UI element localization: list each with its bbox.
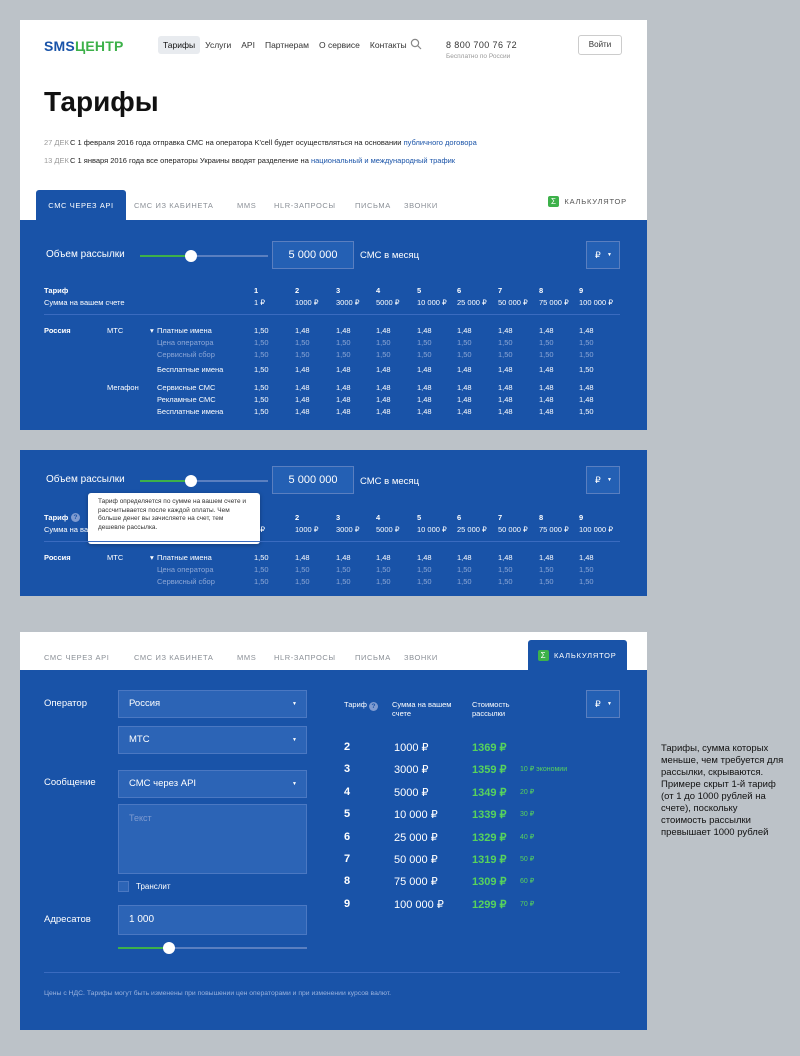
cell-wrap — [20, 553, 647, 563]
tariff-table-panel — [20, 220, 647, 430]
row-label: Бесплатные имена — [157, 365, 224, 374]
help-icon[interactable]: ? — [369, 702, 378, 711]
calc-saving: 30 ₽ — [520, 811, 535, 819]
price-cell: 1,50 — [254, 565, 269, 574]
calc-row — [344, 808, 624, 826]
tab-hlr[interactable]: HLR-ЗАПРОСЫ — [274, 653, 336, 662]
nav-item[interactable]: О сервисе — [318, 40, 360, 50]
price-cell: 1,48 — [539, 407, 554, 416]
price-cell: 1,50 — [498, 350, 513, 359]
price-cell: 1,50 — [539, 338, 554, 347]
price-cell: 1,48 — [498, 365, 513, 374]
cell-wrap — [20, 365, 647, 375]
price-cell: 1,50 — [498, 338, 513, 347]
price-cell: 1,50 — [539, 350, 554, 359]
col-tariff: Тариф ? — [344, 700, 378, 710]
tab-calculator[interactable]: Σ КАЛЬКУЛЯТОР — [528, 640, 627, 670]
tariff-sum: 50 000 ₽ — [498, 525, 528, 534]
price-cell: 1,48 — [295, 383, 310, 392]
tariff-number: 8 — [539, 513, 544, 522]
price-cell: 1,48 — [539, 395, 554, 404]
divider — [44, 972, 620, 973]
news-link[interactable]: публичного договора — [403, 138, 477, 147]
price-cell: 1,48 — [539, 365, 554, 374]
price-cell: 1,48 — [498, 326, 513, 335]
price-cell: 1,48 — [579, 395, 594, 404]
col-cost: Стоимость рассылки — [472, 700, 510, 718]
price-cell: 1,48 — [498, 407, 513, 416]
col-sum: Сумма на вашем счете — [392, 700, 452, 718]
price-cell: 1,50 — [254, 350, 269, 359]
calc-cost: 1329 ₽ — [472, 831, 507, 844]
tariff-number: 6 — [457, 286, 462, 295]
price-cell: 1,48 — [376, 395, 391, 404]
tariff-tooltip: Тариф определяется по сумме на вашем счете и рассчитывается после каждой оплаты. Чем больше денег вы зачисляете на счет, тем дешевле рассылка. — [88, 493, 260, 544]
price-cell: 1,50 — [417, 338, 432, 347]
tariff-number: 3 — [336, 513, 341, 522]
volume-unit: СМС в месяц — [360, 250, 420, 261]
row-label: Сервисный сбор — [157, 577, 215, 586]
cell-wrap — [20, 286, 647, 296]
tariff-number: 4 — [376, 513, 381, 522]
chevron-down-icon: ▼ — [607, 701, 612, 707]
recipients-input[interactable]: 1 000 — [118, 905, 307, 935]
tariff-sum: 100 000 ₽ — [579, 525, 613, 534]
tariffs-page-panel — [20, 20, 647, 430]
price-cell: 1,48 — [457, 383, 472, 392]
calc-row — [344, 831, 624, 849]
price-cell: 1,48 — [336, 365, 351, 374]
tariff-number: 5 — [417, 513, 422, 522]
price-cell: 1,48 — [295, 326, 310, 335]
price-cell: 1,50 — [539, 565, 554, 574]
footnote: Цены с НДС. Тарифы могут быть изменены при повышении цен операторами и при изменении курсов валют. — [44, 990, 392, 997]
price-cell: 1,48 — [417, 553, 432, 562]
help-icon[interactable]: ? — [71, 513, 80, 522]
tariff-sum: 25 000 ₽ — [457, 525, 487, 534]
divider — [44, 314, 620, 315]
price-cell: 1,50 — [376, 577, 391, 586]
calculator-form — [20, 670, 647, 1030]
calc-tariff: 5 — [344, 808, 351, 821]
price-cell: 1,50 — [457, 338, 472, 347]
calc-cost: 1339 ₽ — [472, 809, 507, 822]
price-cell: 1,48 — [539, 383, 554, 392]
price-cell: 1,48 — [579, 553, 594, 562]
tariff-sum: 1000 ₽ — [295, 525, 319, 534]
sum-label: Сумма на вашем счете — [44, 298, 125, 307]
calc-sum: 50 000 ₽ — [394, 854, 438, 866]
tariff-number: 5 — [417, 286, 422, 295]
chevron-down-icon: ▼ — [607, 252, 612, 258]
price-cell: 1,50 — [579, 565, 594, 574]
cell-wrap — [20, 525, 647, 535]
calc-sum: 10 000 ₽ — [394, 809, 438, 822]
price-cell: 1,50 — [295, 338, 310, 347]
cell-wrap — [20, 326, 647, 336]
tab-calls[interactable]: ЗВОНКИ — [404, 201, 438, 210]
price-cell: 1,48 — [457, 365, 472, 374]
news-item: 27 ДЕКС 1 февраля 2016 года отправка СМС на оператора K'cell будет осуществляться на основании публичного договора — [44, 138, 477, 147]
price-cell: 1,48 — [376, 326, 391, 335]
price-cell: 1,50 — [336, 577, 351, 586]
operator-name: МТС — [107, 326, 124, 335]
price-cell: 1,50 — [254, 407, 269, 416]
volume-slider[interactable] — [140, 480, 268, 482]
calc-sum: 75 000 ₽ — [394, 876, 438, 889]
calc-row — [344, 853, 624, 871]
price-cell: 1,48 — [295, 395, 310, 404]
row-label: Бесплатные имена — [157, 407, 224, 416]
volume-input[interactable]: 5 000 000 — [272, 466, 354, 494]
nav-item[interactable]: Партнерам — [264, 40, 309, 50]
tariff-label: Тариф — [44, 513, 69, 522]
tariff-number: 9 — [579, 513, 584, 522]
news-link[interactable]: национальный и международный трафик — [310, 156, 456, 165]
price-cell: 1,50 — [376, 350, 391, 359]
price-cell: 1,48 — [457, 553, 472, 562]
calc-saving: 70 ₽ — [520, 900, 535, 908]
price-cell: 1,50 — [539, 577, 554, 586]
price-cell: 1,50 — [254, 383, 269, 392]
calc-sum: 1000 ₽ — [394, 742, 429, 754]
calc-saving: 50 ₽ — [520, 856, 535, 863]
search-icon[interactable] — [410, 38, 422, 50]
service-tabs — [20, 190, 647, 220]
operator-name: Мегафон — [107, 383, 139, 392]
row-label: Цена оператора — [157, 565, 214, 574]
price-cell: 1,50 — [254, 365, 269, 374]
tariff-sum: 5000 ₽ — [376, 298, 400, 307]
price-cell: 1,50 — [254, 338, 269, 347]
tariff-sum: 50 000 ₽ — [498, 298, 528, 307]
currency-select[interactable]: ₽ ▼ — [586, 241, 620, 269]
tab-calls[interactable]: ЗВОНКИ — [404, 653, 438, 662]
country-select[interactable]: Россия ▼ — [118, 690, 307, 718]
price-cell: 1,48 — [579, 383, 594, 392]
price-cell: 1,48 — [376, 407, 391, 416]
logo[interactable]: SMSЦЕНТР — [44, 38, 124, 54]
sum-label: Сумма на ваш — [44, 525, 95, 534]
calc-sum: 3000 ₽ — [394, 764, 429, 777]
price-cell: 1,48 — [457, 395, 472, 404]
cell-wrap — [20, 565, 647, 575]
price-cell: 1,48 — [336, 383, 351, 392]
price-cell: 1,50 — [417, 350, 432, 359]
cell-wrap — [20, 350, 647, 360]
calc-tariff: 8 — [344, 875, 351, 888]
main-nav — [158, 36, 412, 54]
volume-input[interactable]: 5 000 000 — [272, 241, 354, 269]
price-cell: 1,48 — [376, 383, 391, 392]
cell-wrap — [20, 407, 647, 417]
login-button[interactable]: Войти — [578, 35, 622, 55]
calc-cost: 1299 ₽ — [472, 898, 507, 911]
cell-wrap — [20, 395, 647, 405]
row-label: Цена оператора — [157, 338, 214, 347]
cell-wrap — [20, 383, 647, 393]
tariff-sum: 100 000 ₽ — [579, 298, 613, 307]
calc-tariff: 7 — [344, 853, 351, 865]
price-cell: 1,50 — [457, 565, 472, 574]
price-cell: 1,48 — [417, 395, 432, 404]
side-note: Тарифы, сумма которых меньше, чем требуется для рассылки, скрываются. Примере скрыт 1-й тариф (от 1 до 1000 рублей на счете), поскольку стоимость рассылки превышает 1000 рублей — [661, 743, 784, 838]
price-cell: 1,50 — [417, 577, 432, 586]
tariff-sum: 10 000 ₽ — [417, 525, 447, 534]
volume-label: Объем рассылки — [46, 474, 125, 485]
calc-tariff: 4 — [344, 785, 351, 798]
tariff-tooltip-panel — [20, 450, 647, 596]
tariff-number: 8 — [539, 286, 544, 295]
chevron-down-icon: ▾ — [150, 326, 154, 335]
tariff-label: Тариф — [44, 286, 69, 295]
tab-sms-cabinet[interactable]: СМС ИЗ КАБИНЕТА — [134, 653, 214, 662]
calc-row — [344, 898, 624, 916]
calc-tariff: 6 — [344, 830, 351, 843]
price-cell: 1,48 — [376, 365, 391, 374]
price-cell: 1,50 — [254, 395, 269, 404]
tariff-number: 1 — [254, 286, 259, 295]
calculator-panel — [20, 632, 647, 1030]
price-cell: 1,50 — [457, 350, 472, 359]
tariff-number: 3 — [336, 286, 341, 295]
chevron-down-icon: ▼ — [292, 701, 297, 707]
translit-checkbox[interactable] — [118, 881, 129, 892]
price-cell: 1,48 — [457, 407, 472, 416]
tab-sms-api[interactable]: СМС ЧЕРЕЗ API — [36, 190, 126, 220]
price-cell: 1,48 — [336, 553, 351, 562]
price-cell: 1,50 — [498, 577, 513, 586]
tariff-number: 2 — [295, 513, 300, 522]
price-cell: 1,50 — [579, 577, 594, 586]
price-cell: 1,48 — [457, 326, 472, 335]
price-cell: 1,50 — [336, 350, 351, 359]
sigma-icon: Σ — [548, 196, 559, 207]
operator-select[interactable]: МТС ▼ — [118, 726, 307, 754]
calc-sum: 5000 ₽ — [394, 786, 429, 799]
country-name: Россия — [44, 553, 71, 562]
news-item: 13 ДЕКС 1 января 2016 года все операторы Украины вводят разделение на национальный и международный трафик — [44, 156, 456, 165]
price-cell: 1,50 — [254, 553, 269, 562]
price-cell: 1,50 — [254, 577, 269, 586]
volume-label: Объем рассылки — [46, 249, 125, 260]
row-label: Платные имена — [157, 553, 212, 562]
recipients-label: Адресатов — [44, 914, 91, 925]
price-cell: 1,50 — [417, 565, 432, 574]
calc-saving: 20 ₽ — [520, 788, 535, 796]
price-cell: 1,50 — [336, 565, 351, 574]
chevron-down-icon: ▼ — [292, 737, 297, 743]
tariff-sum: 25 000 ₽ — [457, 298, 487, 307]
calc-saving: 40 ₽ — [520, 833, 535, 841]
price-cell: 1,50 — [579, 365, 594, 374]
calc-tariff: 9 — [344, 897, 351, 910]
row-label: Рекламные СМС — [157, 395, 216, 404]
cell-wrap — [20, 298, 647, 308]
nav-item[interactable]: API — [241, 40, 255, 50]
tariff-sum: 1 ₽ — [254, 298, 266, 307]
price-cell: 1,48 — [376, 553, 391, 562]
phone-note: Бесплатно по России — [446, 53, 511, 60]
tariff-sum: 10 000 ₽ — [417, 298, 447, 307]
price-cell: 1,48 — [336, 395, 351, 404]
calc-row — [344, 741, 624, 759]
operator-label: Оператор — [44, 698, 87, 709]
price-cell: 1,50 — [295, 350, 310, 359]
price-cell: 1,48 — [295, 365, 310, 374]
calc-cost: 1309 ₽ — [472, 876, 507, 889]
tariff-number: 4 — [376, 286, 381, 295]
price-cell: 1,48 — [295, 553, 310, 562]
calc-row — [344, 875, 624, 893]
nav-item[interactable]: Контакты — [369, 40, 407, 50]
message-text-field[interactable]: Текст — [118, 804, 307, 874]
cell-wrap — [20, 577, 647, 587]
currency-select[interactable]: ₽ ▼ — [586, 690, 620, 718]
recipients-slider[interactable] — [118, 947, 307, 949]
calc-row — [344, 763, 624, 781]
country-name: Россия — [44, 326, 71, 335]
nav-item[interactable]: Тарифы — [158, 36, 200, 54]
tariff-number: 2 — [295, 286, 300, 295]
calc-row — [344, 786, 624, 804]
price-cell: 1,50 — [579, 407, 594, 416]
tab-mms[interactable]: MMS — [237, 201, 257, 210]
calc-saving: 60 ₽ — [520, 878, 535, 886]
price-cell: 1,50 — [336, 338, 351, 347]
currency-select[interactable]: ₽ ▼ — [586, 466, 620, 494]
price-cell: 1,50 — [376, 338, 391, 347]
price-cell: 1,48 — [336, 407, 351, 416]
page-title: Тарифы — [44, 86, 159, 117]
price-cell: 1,50 — [579, 338, 594, 347]
row-label: Сервисные СМС — [157, 383, 216, 392]
calc-tariff: 3 — [344, 763, 351, 776]
cell-wrap — [20, 338, 647, 348]
translit-label: Транслит — [136, 882, 171, 891]
calc-tariff: 2 — [344, 741, 351, 753]
tariff-sum: 1 ₽ — [254, 525, 266, 534]
cell-wrap — [20, 513, 647, 523]
price-cell: 1,50 — [295, 565, 310, 574]
tariff-sum: 3000 ₽ — [336, 298, 360, 307]
volume-slider[interactable] — [140, 255, 268, 257]
price-cell: 1,50 — [295, 577, 310, 586]
tariff-sum: 1000 ₽ — [295, 298, 319, 307]
price-cell: 1,48 — [417, 383, 432, 392]
row-label: Платные имена — [157, 326, 212, 335]
nav-item[interactable]: Услуги — [205, 40, 232, 50]
tab-hlr[interactable]: HLR-ЗАПРОСЫ — [274, 201, 336, 210]
tariff-sum: 5000 ₽ — [376, 525, 400, 534]
price-cell: 1,48 — [417, 326, 432, 335]
tariff-sum: 75 000 ₽ — [539, 298, 569, 307]
price-cell: 1,48 — [539, 326, 554, 335]
price-cell: 1,48 — [498, 553, 513, 562]
calc-cost: 1319 ₽ — [472, 854, 507, 866]
tab-calculator[interactable]: Σ КАЛЬКУЛЯТОР — [548, 196, 627, 207]
sigma-icon: Σ — [538, 650, 549, 661]
tab-letters[interactable]: ПИСЬМА — [355, 201, 391, 210]
tariff-number: 7 — [498, 286, 503, 295]
tariff-number: 7 — [498, 513, 503, 522]
top-navigation-bar — [20, 20, 647, 72]
calc-saving: 10 ₽ экономии — [520, 766, 568, 774]
price-cell: 1,50 — [254, 326, 269, 335]
volume-unit: СМС в месяц — [360, 476, 420, 487]
tariff-number: 1 — [254, 513, 259, 522]
tab-letters[interactable]: ПИСЬМА — [355, 653, 391, 662]
price-cell: 1,48 — [498, 395, 513, 404]
operator-name: МТС — [107, 553, 124, 562]
message-type-select[interactable]: СМС через API ▼ — [118, 770, 307, 798]
slider-thumb[interactable] — [163, 942, 175, 954]
price-cell: 1,48 — [417, 365, 432, 374]
price-cell: 1,50 — [376, 565, 391, 574]
calc-cost: 1349 ₽ — [472, 786, 507, 799]
tariff-number: 6 — [457, 513, 462, 522]
price-cell: 1,48 — [498, 383, 513, 392]
divider — [44, 541, 620, 542]
price-cell: 1,48 — [336, 326, 351, 335]
price-cell: 1,48 — [295, 407, 310, 416]
calc-sum: 25 000 ₽ — [394, 831, 438, 844]
chevron-down-icon: ▾ — [150, 553, 154, 562]
tariff-sum: 3000 ₽ — [336, 525, 360, 534]
price-cell: 1,48 — [579, 326, 594, 335]
slider-thumb[interactable] — [185, 250, 197, 262]
phone-number[interactable]: 8 800 700 76 72 — [446, 40, 518, 50]
tariff-sum: 75 000 ₽ — [539, 525, 569, 534]
price-cell: 1,50 — [498, 565, 513, 574]
price-cell: 1,48 — [539, 553, 554, 562]
tab-sms-cabinet[interactable]: СМС ИЗ КАБИНЕТА — [134, 201, 214, 210]
tariff-number: 9 — [579, 286, 584, 295]
row-label: Сервисный сбор — [157, 350, 215, 359]
price-cell: 1,50 — [457, 577, 472, 586]
message-label: Сообщение — [44, 777, 96, 788]
chevron-down-icon: ▼ — [292, 781, 297, 787]
calc-cost: 1359 ₽ — [472, 764, 507, 777]
tab-sms-api[interactable]: СМС ЧЕРЕЗ API — [44, 653, 110, 662]
tab-mms[interactable]: MMS — [237, 653, 257, 662]
price-cell: 1,50 — [579, 350, 594, 359]
slider-thumb[interactable] — [185, 475, 197, 487]
calc-sum: 100 000 ₽ — [394, 898, 444, 911]
chevron-down-icon: ▼ — [607, 477, 612, 483]
price-cell: 1,48 — [417, 407, 432, 416]
calc-cost: 1369 ₽ — [472, 742, 507, 754]
